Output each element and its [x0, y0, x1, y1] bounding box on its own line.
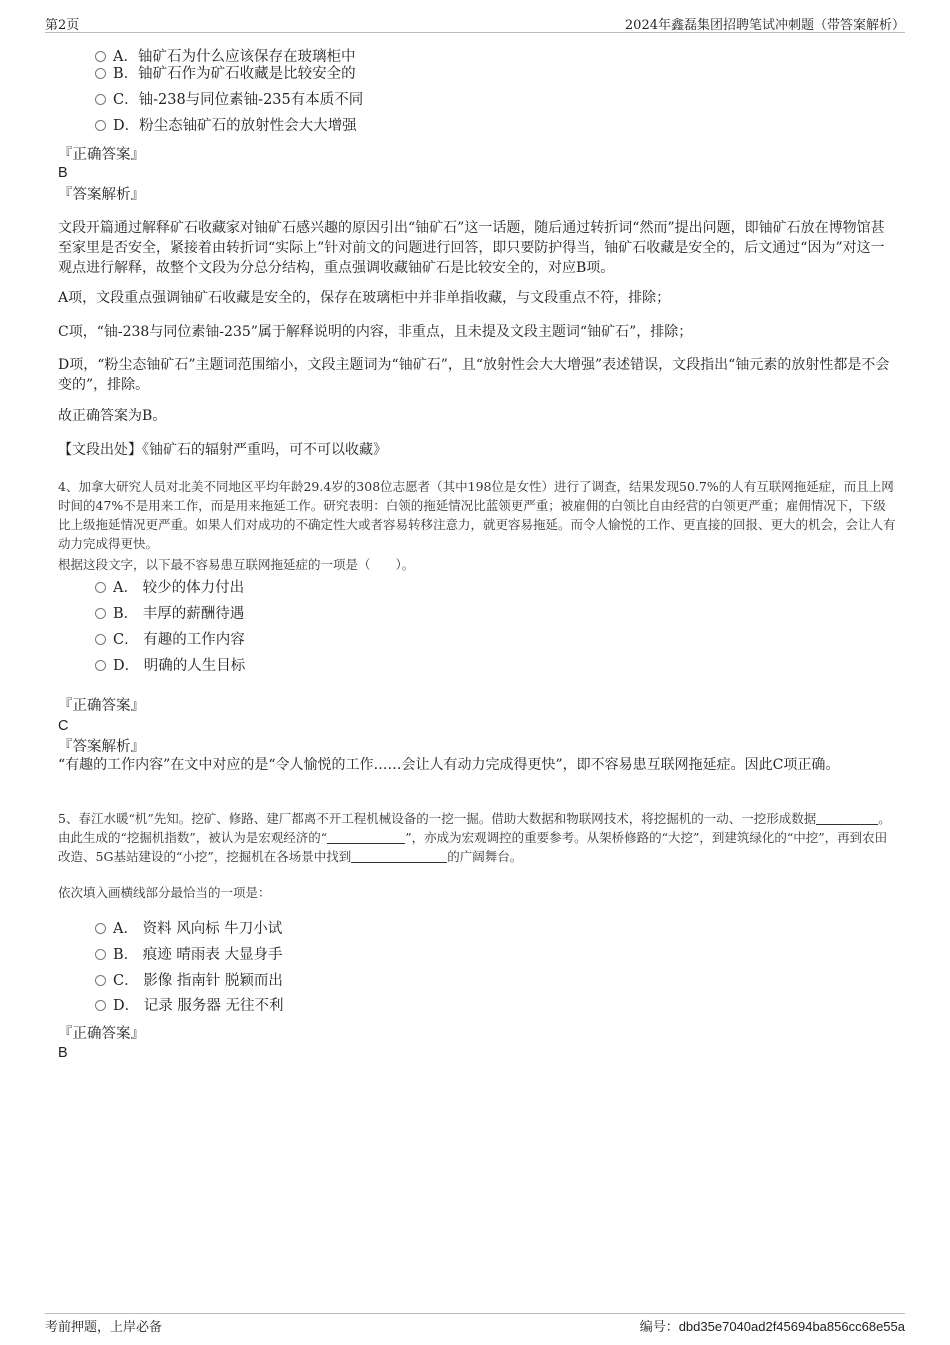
q5-answer: B: [58, 1045, 68, 1061]
q5-answer-label: 『正确答案』: [58, 1026, 145, 1042]
q3-analysis-para-3: C项，“铀-238与同位素铀-235”属于解释说明的内容，非重点，且未提及文段主题词“铀矿石”，排除；: [58, 324, 693, 340]
q5-question: 依次填入画横线部分最恰当的一项是：: [58, 885, 271, 900]
blank-1: [816, 812, 878, 825]
q3-option-b[interactable]: B．铀矿石作为矿石收藏是比较安全的: [95, 63, 356, 85]
page-number: 第2页: [45, 18, 80, 33]
q4-option-c[interactable]: C． 有趣的工作内容: [95, 629, 245, 651]
q3-source: 【文段出处】《铀矿石的辐射严重吗，可不可以收藏》: [58, 442, 387, 458]
q4-analysis: “有趣的工作内容”在文中对应的是“令人愉悦的工作……会让人有动力完成得更快”，即不容易患互联网拖延症。因此C项正确。: [58, 757, 840, 773]
q4-stem: 4、加拿大研究人员对北美不同地区平均年龄29.4岁的308位志愿者（其中198位是女性）进行了调查，结果发现50.7%的人有互联网拖延症，而且上网时间的47%不是用来工作，而是用来拖延工作。研究表明：白领的拖延情况比蓝领更严重；被雇佣的白领比自由经营的白领更严重；雇佣情况下，下级比上级拖延情况更严重。如果人们对成功的不确定性大或者容易转移注意力，就更容易拖延。而令人愉悦的工作、更直接的回报、更大的机会，会让人有动力完成得更快。: [58, 479, 896, 551]
radio-icon[interactable]: [95, 608, 106, 619]
blank-3: [351, 850, 447, 863]
q3-option-c[interactable]: C．铀-238与同位素铀-235有本质不同: [95, 89, 363, 111]
radio-icon[interactable]: [95, 923, 106, 934]
footer-slogan: 考前押题，上岸必备: [45, 1320, 163, 1335]
q4-option-a[interactable]: A． 较少的体力付出: [95, 577, 244, 599]
q5-option-b[interactable]: B． 痕迹 晴雨表 大显身手: [95, 944, 282, 966]
q3-answer-label: 『正确答案』: [58, 147, 145, 163]
radio-icon[interactable]: [95, 949, 106, 960]
radio-icon[interactable]: [95, 120, 106, 131]
q5-option-a[interactable]: A． 资料 风向标 牛刀小试: [95, 918, 282, 940]
q3-answer: B: [58, 165, 68, 181]
blank-2: [327, 831, 405, 844]
radio-icon[interactable]: [95, 660, 106, 671]
radio-icon[interactable]: [95, 94, 106, 105]
q4-option-d[interactable]: D． 明确的人生目标: [95, 655, 245, 677]
q3-analysis-para-2: A项，文段重点强调铀矿石收藏是安全的，保存在玻璃柜中并非单指收藏，与文段重点不符，排除；: [58, 290, 671, 306]
q3-analysis-para-4: D项，“粉尘态铀矿石”主题词范围缩小，文段主题词为“铀矿石”，且“放射性会大大增强”表述错误，文段指出“铀元素的放射性都是不会变的”，排除。: [58, 357, 890, 393]
radio-icon[interactable]: [95, 51, 106, 62]
radio-icon[interactable]: [95, 582, 106, 593]
q3-analysis-label: 『答案解析』: [58, 187, 145, 203]
q3-analysis-para-5: 故正确答案为B。: [58, 408, 167, 424]
q4-answer-label: 『正确答案』: [58, 698, 145, 714]
q3-option-a[interactable]: A．铀矿石为什么应该保存在玻璃柜中: [95, 46, 355, 68]
q5-option-d[interactable]: D． 记录 服务器 无往不利: [95, 995, 283, 1017]
document-id: 编号：dbd35e7040ad2f45694ba856cc68e55a: [639, 1319, 905, 1334]
q3-analysis-para-1: 文段开篇通过解释矿石收藏家对铀矿石感兴趣的原因引出“铀矿石”这一话题，随后通过转折词“然而”提出问题，即铀矿石放在博物馆甚至家里是否安全，紧接着由转折词“实际上”针对前文的问题进行回答，即只要防护得当，铀矿石收藏是安全的，后文通过“因为”对这一观点进行解释，故整个文段为分总分结构，重点强调收藏铀矿石是比较安全的，对应B项。: [58, 220, 885, 276]
q4-question: 根据这段文字，以下最不容易患互联网拖延症的一项是（ ）。: [58, 557, 415, 572]
radio-icon[interactable]: [95, 1000, 106, 1011]
page-footer: [45, 1313, 905, 1334]
q5-stem: 5、春江水暖“机”先知。挖矿、修路、建厂都离不开工程机械设备的一挖一掘。借助大数据和物联网技术，将挖掘机的一动、一挖形成数据 。由此生成的“挖掘机指数”，被认为是宏观经济的“ ”，亦成为宏观调控的重要参考。从架桥修路的“大挖”，到建筑绿化的“中挖”，再到农田改造、5G基站建设的“小挖”，挖掘机在各场景中找到 的广阔舞台。: [58, 811, 891, 864]
radio-icon[interactable]: [95, 975, 106, 986]
q4-answer: C: [58, 718, 69, 734]
q5-option-c[interactable]: C． 影像 指南针 脱颖而出: [95, 970, 283, 992]
radio-icon[interactable]: [95, 634, 106, 645]
page-header: [45, 14, 905, 33]
q4-option-b[interactable]: B． 丰厚的薪酬待遇: [95, 603, 244, 625]
q4-analysis-label: 『答案解析』: [58, 739, 145, 755]
document-title: 2024年鑫磊集团招聘笔试冲刺题（带答案解析）: [624, 18, 905, 33]
radio-icon[interactable]: [95, 68, 106, 79]
q3-option-d[interactable]: D．粉尘态铀矿石的放射性会大大增强: [95, 115, 357, 137]
